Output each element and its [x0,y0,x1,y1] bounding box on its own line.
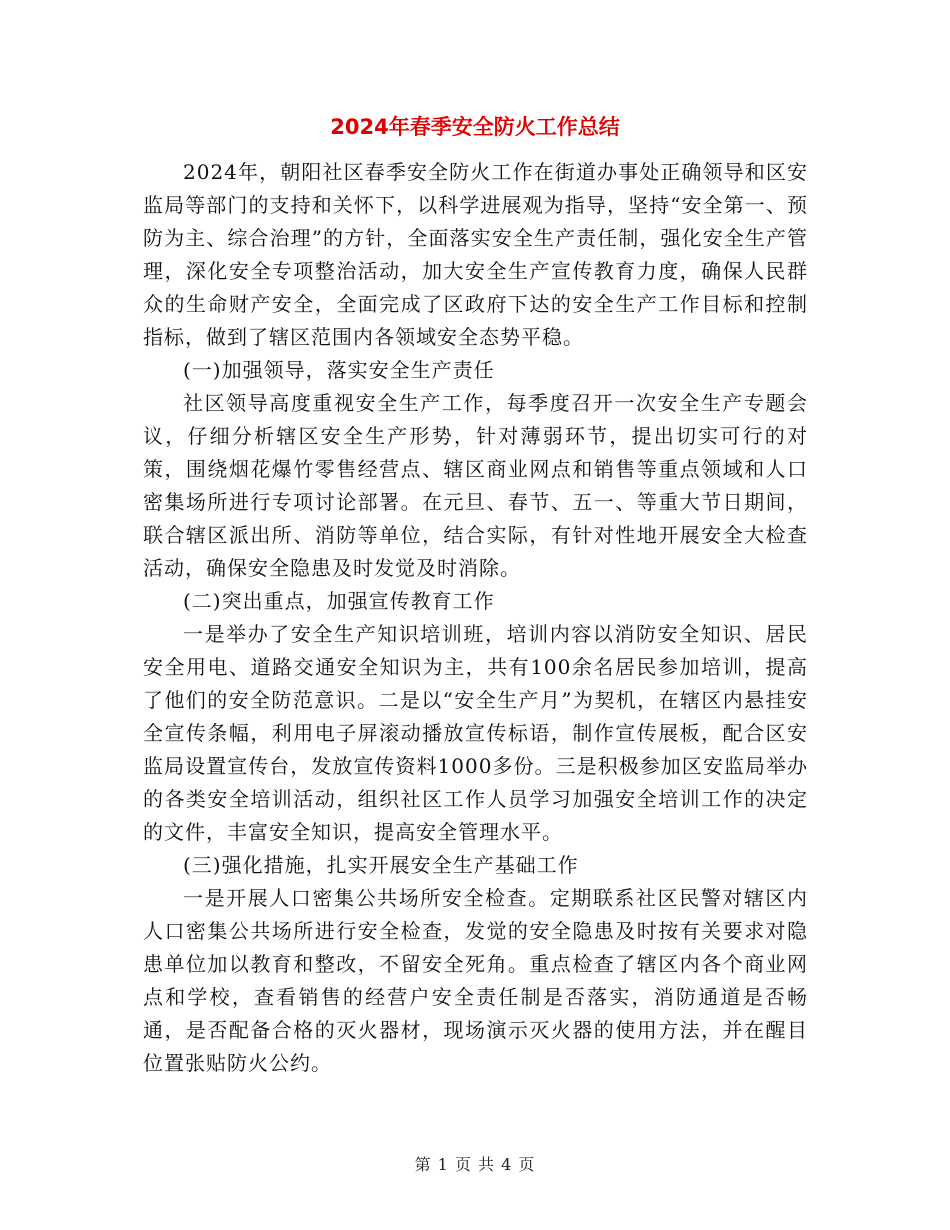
page-number-footer: 第 1 页 共 4 页 [414,1155,536,1174]
section-paragraph-2: 一是举办了安全生产知识培训班，培训内容以消防安全知识、居民安全用电、道路交通安全知识为主，共有100余名居民参加培训，提高了他们的安全防范意识。二是以“安全生产月”为契机，在辖区内悬挂安全宣传条幅，利用电子屏滚动播放宣传标语，制作宣传展板，配合区安监局设置宣传台，发放宣传资料1000多份。三是积极参加区安监局举办的各类安全培训活动，组织社区工作人员学习加强安全培训工作的决定的文件，丰富安全知识，提高安全管理水平。 [143,622,808,844]
document-body [143,156,808,1080]
document-title: 2024年春季安全防火工作总结 [330,115,620,139]
intro-paragraph: 2024年，朝阳社区春季安全防火工作在街道办事处正确领导和区安监局等部门的支持和关怀下，以科学进展观为指导，坚持“安全第一、预防为主、综合治理”的方针，全面落实安全生产责任制，强化安全生产管理，深化安全专项整治活动，加大安全生产宣传教育力度，确保人民群众的生命财产安全，全面完成了区政府下达的安全生产工作目标和控制指标，做到了辖区范围内各领域安全态势平稳。 [143,160,808,349]
section-paragraph-3: 一是开展人口密集公共场所安全检查。定期联系社区民警对辖区内人口密集公共场所进行安全检查，发觉的安全隐患及时按有关要求对隐患单位加以教育和整改，不留安全死角。重点检查了辖区内各个商业网点和学校，查看销售的经营户安全责任制是否落实，消防通道是否畅通，是否配备合格的灭火器材，现场演示灭火器的使用方法，并在醒目位置张贴防火公约。 [143,886,808,1075]
section-paragraph-1: 社区领导高度重视安全生产工作，每季度召开一次安全生产专题会议，仔细分析辖区安全生产形势，针对薄弱环节，提出切实可行的对策，围绕烟花爆竹零售经营点、辖区商业网点和销售等重点领域和人口密集场所进行专项讨论部署。在元旦、春节、五一、等重大节日期间，联合辖区派出所、消防等单位，结合实际，有针对性地开展安全大检查活动，确保安全隐患及时发觉及时消除。 [143,391,808,580]
section-heading-1: (一)加强领导，落实安全生产责任 [183,358,495,382]
section-heading-2: (二)突出重点，加强宣传教育工作 [183,589,495,613]
section-heading-3: (三)强化措施，扎实开展安全生产基础工作 [183,853,579,877]
